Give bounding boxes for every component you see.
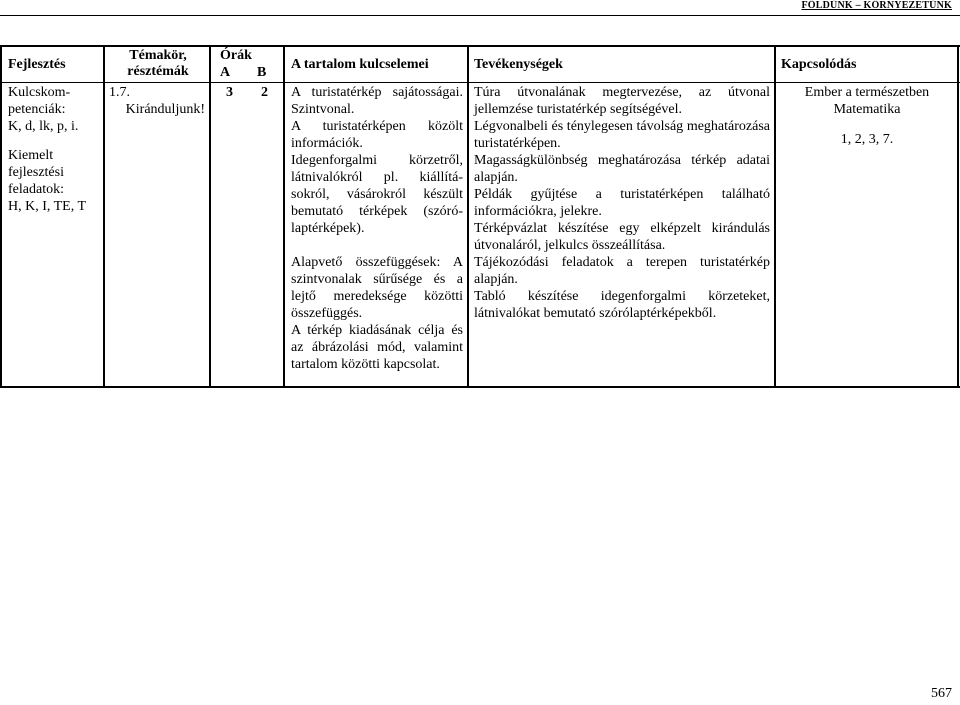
topic-title: Kiránduljunk! xyxy=(125,102,205,117)
column-header-tartalom: A tartalom kulcselemei xyxy=(291,57,429,72)
header-rule xyxy=(0,15,960,16)
tartalom-item: A térkép kiadásának célja és az ábrázolási mód, valamint tartalom közötti kapcsolat. xyxy=(291,323,463,372)
fejlesztes-cell xyxy=(8,84,100,215)
table-border-right xyxy=(957,47,959,386)
column-header-orak-b: B xyxy=(257,65,267,80)
tartalom-item: Alapvető összefüggések: A szintvonalak sűrűsége és a lejtő meredeksége közötti összefüggés. xyxy=(291,255,463,321)
column-divider xyxy=(103,47,105,386)
connected-subject: Ember a természetben xyxy=(804,85,930,100)
connected-subject-2: Matematika xyxy=(833,102,901,117)
temakor-cell xyxy=(109,84,205,118)
column-divider xyxy=(467,47,469,386)
activity-item: Magasságkülönbség meghatározása térkép adatai alapján. xyxy=(474,153,770,185)
kulcskompetenciak-label: Kulcskom-petenciák: xyxy=(8,85,71,117)
column-divider xyxy=(774,47,776,386)
activity-item: Túra útvonalának megtervezése, az útvonal jellemzése turistatérkép segítségével. xyxy=(474,85,770,117)
connected-refs: 1, 2, 3, 7. xyxy=(840,132,894,147)
column-header-temakor: Témakör, résztémák xyxy=(127,48,189,79)
column-divider xyxy=(209,47,211,386)
column-divider xyxy=(283,47,285,386)
kulcskompetenciak-value: K, d, lk, p, i. xyxy=(8,119,79,134)
curriculum-table xyxy=(0,45,960,388)
activity-item: Példák gyűjtése a turistatérképen található információkra, jelekre. xyxy=(474,187,770,219)
hours-b: 2 xyxy=(261,85,268,100)
running-title: FÖLDÜNK – KÖRNYEZETÜNK xyxy=(801,0,952,11)
kiemelt-feladatok-value: H, K, I, TE, T xyxy=(8,199,87,214)
tevekenysegek-cell xyxy=(474,84,770,322)
tartalom-item: A turistatérkép sajátosságai. Szintvonal. xyxy=(291,85,463,117)
table-border-left xyxy=(0,47,2,386)
column-header-kapcsolodas: Kapcsolódás xyxy=(781,57,857,72)
column-header-fejlesztes: Fejlesztés xyxy=(8,57,66,72)
kiemelt-feladatok-label: Kiemelt fejlesztési feladatok: xyxy=(8,148,64,197)
header-row-divider xyxy=(0,82,960,83)
tartalom-item: A turistatérképen közölt információk. xyxy=(291,119,463,151)
hours-a: 3 xyxy=(226,85,233,100)
topic-number: 1.7. xyxy=(109,85,130,100)
activity-item: Légvonalbeli és ténylegesen távolság meghatározása turistatérképen. xyxy=(474,119,770,151)
column-header-orak-a: A xyxy=(220,65,231,80)
column-header-tevekenysegek: Tevékenységek xyxy=(474,57,563,72)
page-number: 567 xyxy=(931,686,952,701)
tartalom-cell xyxy=(291,84,463,373)
column-header-orak: Órák xyxy=(220,48,252,63)
tartalom-item: Idegenforgalmi körzetről, látnivalókról pl. kiállítá-sokról, vásárokról készült bemutató térképek (szóró-laptérképek). xyxy=(291,153,463,236)
activity-item: Térképvázlat készítése egy elképzelt kirándulás útvonaláról, jelkulcs összeállítása. xyxy=(474,221,770,253)
kapcsolodas-cell xyxy=(778,84,956,148)
activity-item: Tabló készítése idegenforgalmi körzeteket, látnivalókat bemutató szórólaptérképekből. xyxy=(474,289,770,321)
activity-item: Tájékozódási feladatok a terepen turistatérkép alapján. xyxy=(474,255,770,287)
